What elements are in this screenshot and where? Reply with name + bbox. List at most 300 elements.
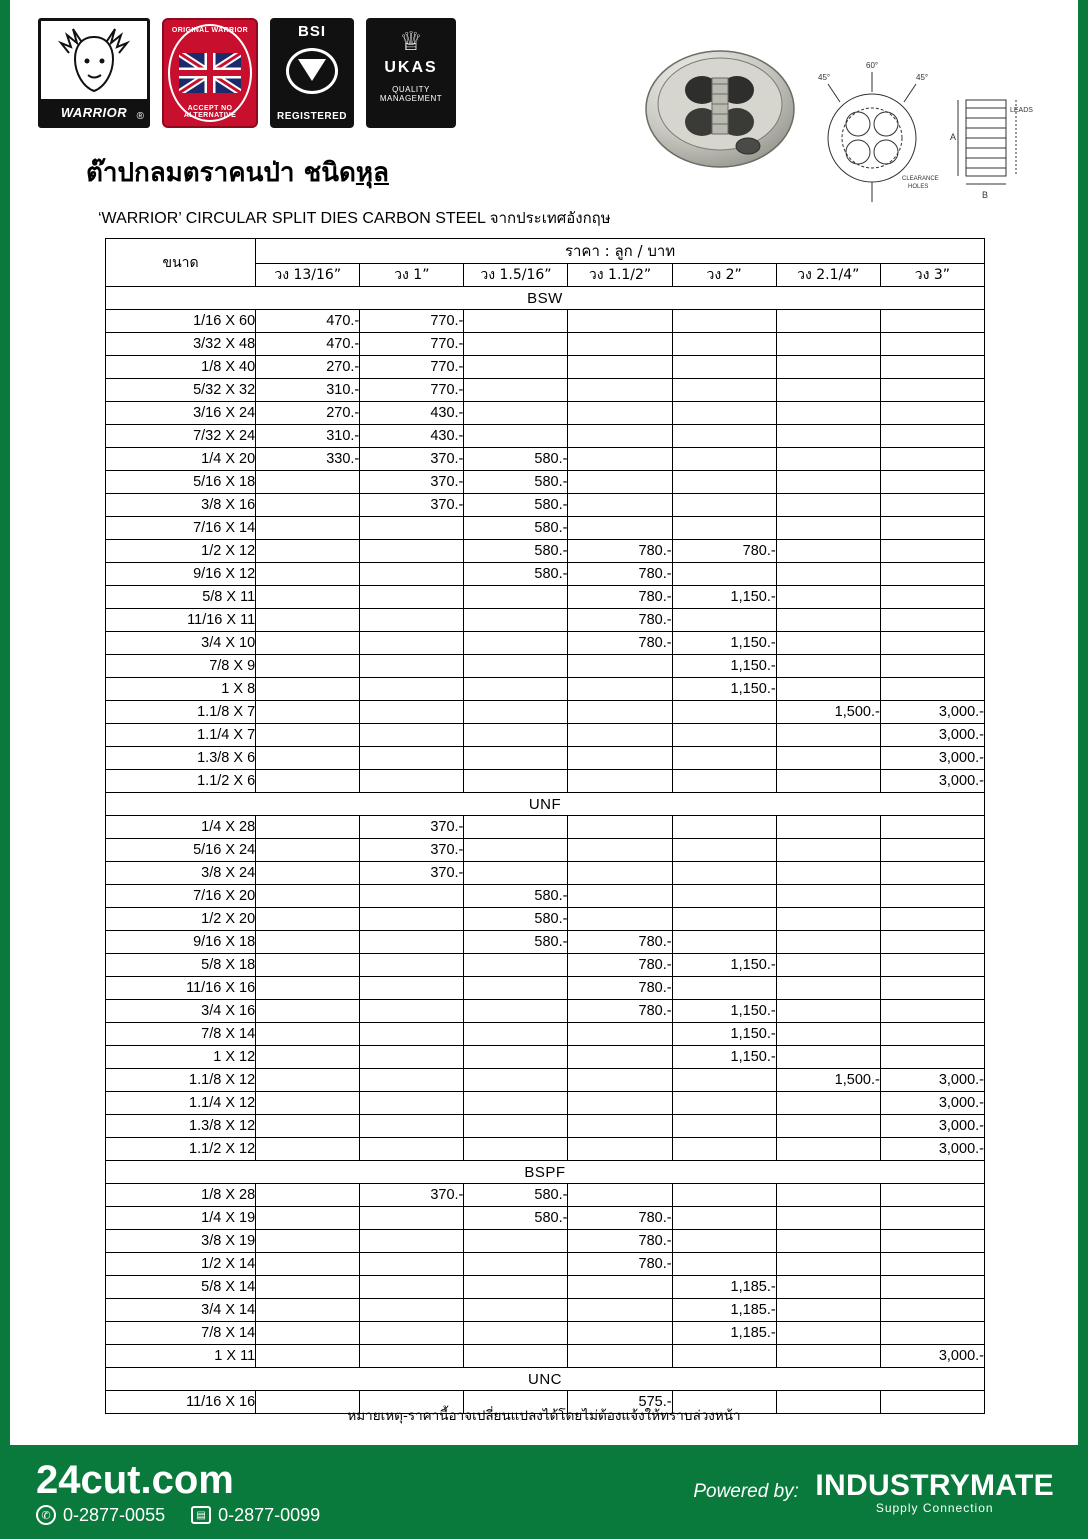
table-row [106,1023,985,1046]
cell-price [672,839,776,862]
cell-size: 3/4 X 14 [106,1299,256,1322]
cell-price [464,1322,568,1345]
cell-price: 580.- [464,517,568,540]
cell-price [256,1000,360,1023]
cell-price [880,494,984,517]
cell-size: 3/8 X 16 [106,494,256,517]
cell-price [464,724,568,747]
cell-price [776,379,880,402]
ukas-line-quality: QUALITY [392,85,430,94]
oval-top-text: ORIGINAL WARRIOR [171,27,249,34]
cell-size: 1.1/4 X 7 [106,724,256,747]
ukas-line-management: MANAGEMENT [379,94,443,103]
cell-price [672,333,776,356]
cell-price [256,586,360,609]
cell-price [880,402,984,425]
cell-price [256,862,360,885]
cell-price [776,517,880,540]
cell-price [464,977,568,1000]
table-row [106,1184,985,1207]
cell-price [568,885,672,908]
powered-by-label: Powered by: [693,1481,799,1502]
cell-price [464,586,568,609]
cell-price: 580.- [464,471,568,494]
cell-price: 3,000.- [880,1092,984,1115]
cell-size: 7/8 X 14 [106,1322,256,1345]
warrior-head-icon [51,27,137,99]
table-row [106,1115,985,1138]
column-header-d7: วง 3” [880,264,984,287]
cell-price [880,1000,984,1023]
table-group-label: UNC [106,1368,985,1391]
cell-price: 780.- [568,586,672,609]
cell-price [568,402,672,425]
column-header-d2: วง 1” [360,264,464,287]
cell-price [464,954,568,977]
cell-size: 1.3/8 X 6 [106,747,256,770]
table-row [106,1345,985,1368]
table-row [106,356,985,379]
svg-text:45°: 45° [818,73,831,82]
cell-price: 1,150.- [672,586,776,609]
footer-right [693,1469,1088,1515]
cell-price [880,1207,984,1230]
cell-price [360,1276,464,1299]
table-row [106,494,985,517]
cell-price [776,1345,880,1368]
cell-price [672,977,776,1000]
cell-size: 1/2 X 14 [106,1253,256,1276]
cell-price [568,425,672,448]
cell-price: 1,185.- [672,1276,776,1299]
kitemark-icon [286,48,338,94]
table-row [106,1322,985,1345]
svg-text:60°: 60° [866,61,879,70]
price-table [105,238,985,1414]
cell-price [256,494,360,517]
column-header-d1: วง 13/16” [256,264,360,287]
cell-price [256,517,360,540]
cell-price: 770.- [360,310,464,333]
cell-price: 270.- [256,356,360,379]
table-row [106,540,985,563]
cell-price [672,425,776,448]
cell-price [880,586,984,609]
cell-price [568,701,672,724]
table-group-label: BSPF [106,1161,985,1184]
cell-size: 3/4 X 16 [106,1000,256,1023]
phone-2-number: 0-2877-0099 [218,1504,321,1525]
cell-price [672,1092,776,1115]
cell-size: 3/16 X 24 [106,402,256,425]
table-row [106,908,985,931]
cell-price [880,885,984,908]
cell-price [776,1138,880,1161]
cell-size: 1 X 8 [106,678,256,701]
cell-price [464,1138,568,1161]
cell-size: 1 X 12 [106,1046,256,1069]
cell-price: 780.- [568,931,672,954]
cell-price [568,678,672,701]
table-row [106,1000,985,1023]
cell-price [360,1115,464,1138]
cell-price [256,678,360,701]
phone-1-number: 0-2877-0055 [63,1504,166,1525]
table-row [106,655,985,678]
cell-price [880,356,984,379]
cell-price [360,632,464,655]
cell-price [256,1046,360,1069]
cell-price [672,1230,776,1253]
cell-price [256,816,360,839]
cell-price [880,609,984,632]
page-title-thai-main: ต๊าปกลมตราคนป่า ชนิด [86,158,356,188]
table-group-row [106,1161,985,1184]
cell-price [880,931,984,954]
cell-size: 1/8 X 28 [106,1184,256,1207]
cell-price [464,609,568,632]
cell-size: 5/8 X 18 [106,954,256,977]
table-row [106,954,985,977]
cell-price [464,310,568,333]
cell-size: 7/32 X 24 [106,425,256,448]
cell-price [776,1230,880,1253]
cell-price [880,1253,984,1276]
cell-price [568,1092,672,1115]
cell-price [880,816,984,839]
bsi-logo [270,18,354,128]
table-group-row [106,1368,985,1391]
cell-price [672,471,776,494]
table-row [106,839,985,862]
cell-price [880,678,984,701]
cell-price [880,333,984,356]
cell-price: 370.- [360,494,464,517]
cell-price [464,425,568,448]
bsi-registered-text: REGISTERED [276,111,347,122]
cell-size: 11/16 X 11 [106,609,256,632]
cell-price [776,885,880,908]
cell-size: 3/8 X 19 [106,1230,256,1253]
table-row [106,517,985,540]
table-row [106,885,985,908]
cell-price [360,701,464,724]
cell-price [880,1184,984,1207]
table-head-row-1 [106,239,985,264]
cell-size: 1.1/2 X 12 [106,1138,256,1161]
cell-price [360,1207,464,1230]
cell-price [568,1345,672,1368]
cell-price [776,310,880,333]
cell-price [360,540,464,563]
cell-price: 3,000.- [880,701,984,724]
cell-price [464,356,568,379]
cell-price [880,862,984,885]
cell-price [568,724,672,747]
cell-price [776,1092,880,1115]
cell-price [776,816,880,839]
cell-price: 370.- [360,471,464,494]
cell-price [776,908,880,931]
cell-size: 7/8 X 9 [106,655,256,678]
cell-price [672,1253,776,1276]
cell-price: 370.- [360,862,464,885]
phone-1 [36,1505,165,1526]
cell-price: 430.- [360,402,464,425]
cell-price [880,448,984,471]
cell-price [256,1184,360,1207]
site-brand: 24cut.com [36,1457,234,1502]
column-header-d4: วง 1.1/2” [568,264,672,287]
ukas-name: UKAS [384,59,438,76]
cell-price [880,1276,984,1299]
cell-price [880,517,984,540]
cell-price [568,1276,672,1299]
cell-price: 780.- [568,1207,672,1230]
svg-text:HOLES: HOLES [908,184,929,190]
cell-price [776,1299,880,1322]
cell-price [880,1299,984,1322]
cell-price [880,655,984,678]
cell-size: 3/8 X 24 [106,862,256,885]
cell-price [776,494,880,517]
cell-price: 780.- [568,954,672,977]
cell-price [672,563,776,586]
cell-price [776,724,880,747]
cell-price [776,747,880,770]
cell-price [776,540,880,563]
cell-price [672,770,776,793]
cell-price [256,839,360,862]
cell-price [776,1184,880,1207]
cell-size: 9/16 X 18 [106,931,256,954]
cell-price: 580.- [464,908,568,931]
cell-price: 370.- [360,816,464,839]
cell-price: 1,150.- [672,1046,776,1069]
cell-price [776,678,880,701]
price-change-note: หมายเหตุ-ราคานี้อาจเปลี่ยนแปลงได้โดยไม่ต้องแจ้งให้ทราบล่วงหน้า [347,1408,741,1424]
cell-price [776,609,880,632]
cell-price [568,1115,672,1138]
cell-price [568,379,672,402]
cell-size: 1.1/8 X 12 [106,1069,256,1092]
cell-price: 3,000.- [880,724,984,747]
cell-price [568,908,672,931]
cell-price [672,931,776,954]
cell-price [672,1345,776,1368]
cell-price [256,471,360,494]
table-row [106,1046,985,1069]
cell-price: 580.- [464,885,568,908]
cell-price [568,816,672,839]
table-row [106,425,985,448]
footer-left [0,1459,320,1526]
cell-price: 470.- [256,333,360,356]
cell-price: 370.- [360,1184,464,1207]
cell-price [568,1299,672,1322]
cell-price [672,724,776,747]
svg-text:45°: 45° [916,73,929,82]
partner-name: INDUSTRYMATE [815,1469,1054,1502]
cell-price [464,632,568,655]
cell-price [880,1023,984,1046]
cell-price: 580.- [464,1207,568,1230]
cell-size: 1/2 X 12 [106,540,256,563]
cell-price [464,1276,568,1299]
cell-price [256,563,360,586]
cell-price [672,1115,776,1138]
cell-price [776,1046,880,1069]
cell-size: 5/32 X 32 [106,379,256,402]
cell-price [360,678,464,701]
cell-price [568,448,672,471]
ukas-logo [366,18,456,128]
cell-price [568,1138,672,1161]
cell-price [256,540,360,563]
cell-size: 1/2 X 20 [106,908,256,931]
cell-price [360,747,464,770]
cell-price [568,770,672,793]
table-row [106,379,985,402]
cell-price: 3,000.- [880,770,984,793]
cell-price [880,540,984,563]
cell-price: 575.- [568,1391,672,1414]
cell-price [776,632,880,655]
cell-price: 1,500.- [776,701,880,724]
cell-price [776,333,880,356]
cell-price [568,1046,672,1069]
cell-price [568,471,672,494]
cell-price [568,1023,672,1046]
cell-price: 780.- [568,1230,672,1253]
cell-size: 1.1/2 X 6 [106,770,256,793]
cell-price: 580.- [464,494,568,517]
cell-price [464,1115,568,1138]
cell-price [256,1138,360,1161]
svg-text:B: B [982,190,989,200]
cell-price [256,1253,360,1276]
table-row [106,931,985,954]
cell-price [464,1230,568,1253]
cell-price: 3,000.- [880,1115,984,1138]
cell-price: 770.- [360,379,464,402]
cell-price [360,609,464,632]
cell-price [672,701,776,724]
table-group-label: BSW [106,287,985,310]
footer-phones [36,1505,320,1526]
svg-text:A: A [950,132,957,142]
cell-price [880,839,984,862]
cell-price: 580.- [464,563,568,586]
cell-price [672,494,776,517]
oval-bottom-text: ACCEPT NO ALTERNATIVE [183,105,237,119]
cell-price [880,1322,984,1345]
column-header-d6: วง 2.1/4” [776,264,880,287]
cell-price [464,1345,568,1368]
cell-price [256,1322,360,1345]
table-body [106,287,985,1414]
table-row [106,724,985,747]
cell-price [880,977,984,1000]
phone-icon: ✆ [36,1505,56,1525]
cell-price: 370.- [360,839,464,862]
cell-price: 370.- [360,448,464,471]
cell-price: 780.- [568,977,672,1000]
cell-price: 770.- [360,356,464,379]
cell-price [360,724,464,747]
cell-price: 430.- [360,425,464,448]
table-row [106,747,985,770]
cell-price [360,655,464,678]
cell-price [256,1069,360,1092]
cell-price: 780.- [568,1000,672,1023]
cell-price: 580.- [464,931,568,954]
table-group-label: UNF [106,793,985,816]
cell-price [776,862,880,885]
cell-size: 5/8 X 14 [106,1276,256,1299]
cell-price [256,724,360,747]
cell-price [776,402,880,425]
cell-price [568,1184,672,1207]
table-row [106,586,985,609]
cell-price: 580.- [464,540,568,563]
cell-price [880,1046,984,1069]
cell-price [672,747,776,770]
table-row [106,862,985,885]
technical-diagram [810,52,1050,212]
cell-price [360,931,464,954]
cell-price [360,1322,464,1345]
cell-price [256,1023,360,1046]
cell-price [464,1299,568,1322]
cell-price [568,356,672,379]
cell-size: 1/8 X 40 [106,356,256,379]
column-header-size: ขนาด [106,239,256,287]
cell-price [464,379,568,402]
cell-price [360,1345,464,1368]
cell-price: 1,150.- [672,1023,776,1046]
cell-price [672,402,776,425]
cell-price [776,1000,880,1023]
cell-price [672,1138,776,1161]
union-jack-icon [179,53,241,93]
cell-price [360,977,464,1000]
table-head [106,239,985,287]
svg-text:CLEARANCE: CLEARANCE [902,176,939,182]
cell-price [776,770,880,793]
cell-price [672,609,776,632]
cell-price [568,494,672,517]
table-row [106,701,985,724]
partner-logo [815,1469,1054,1515]
table-row [106,333,985,356]
cell-price: 1,185.- [672,1322,776,1345]
table-row [106,448,985,471]
cell-price [672,448,776,471]
cell-size: 1/4 X 28 [106,816,256,839]
cell-price: 470.- [256,310,360,333]
cell-price: 1,185.- [672,1299,776,1322]
cell-price: 780.- [568,563,672,586]
page-subtitle-en: ‘WARRIOR’ CIRCULAR SPLIT DIES CARBON STEEL [98,210,490,227]
partner-tagline: Supply Connection [875,1501,994,1515]
table-row [106,1092,985,1115]
cell-price [360,770,464,793]
table-row [106,1276,985,1299]
cell-price [776,1023,880,1046]
cell-price [776,931,880,954]
cell-size: 7/8 X 14 [106,1023,256,1046]
